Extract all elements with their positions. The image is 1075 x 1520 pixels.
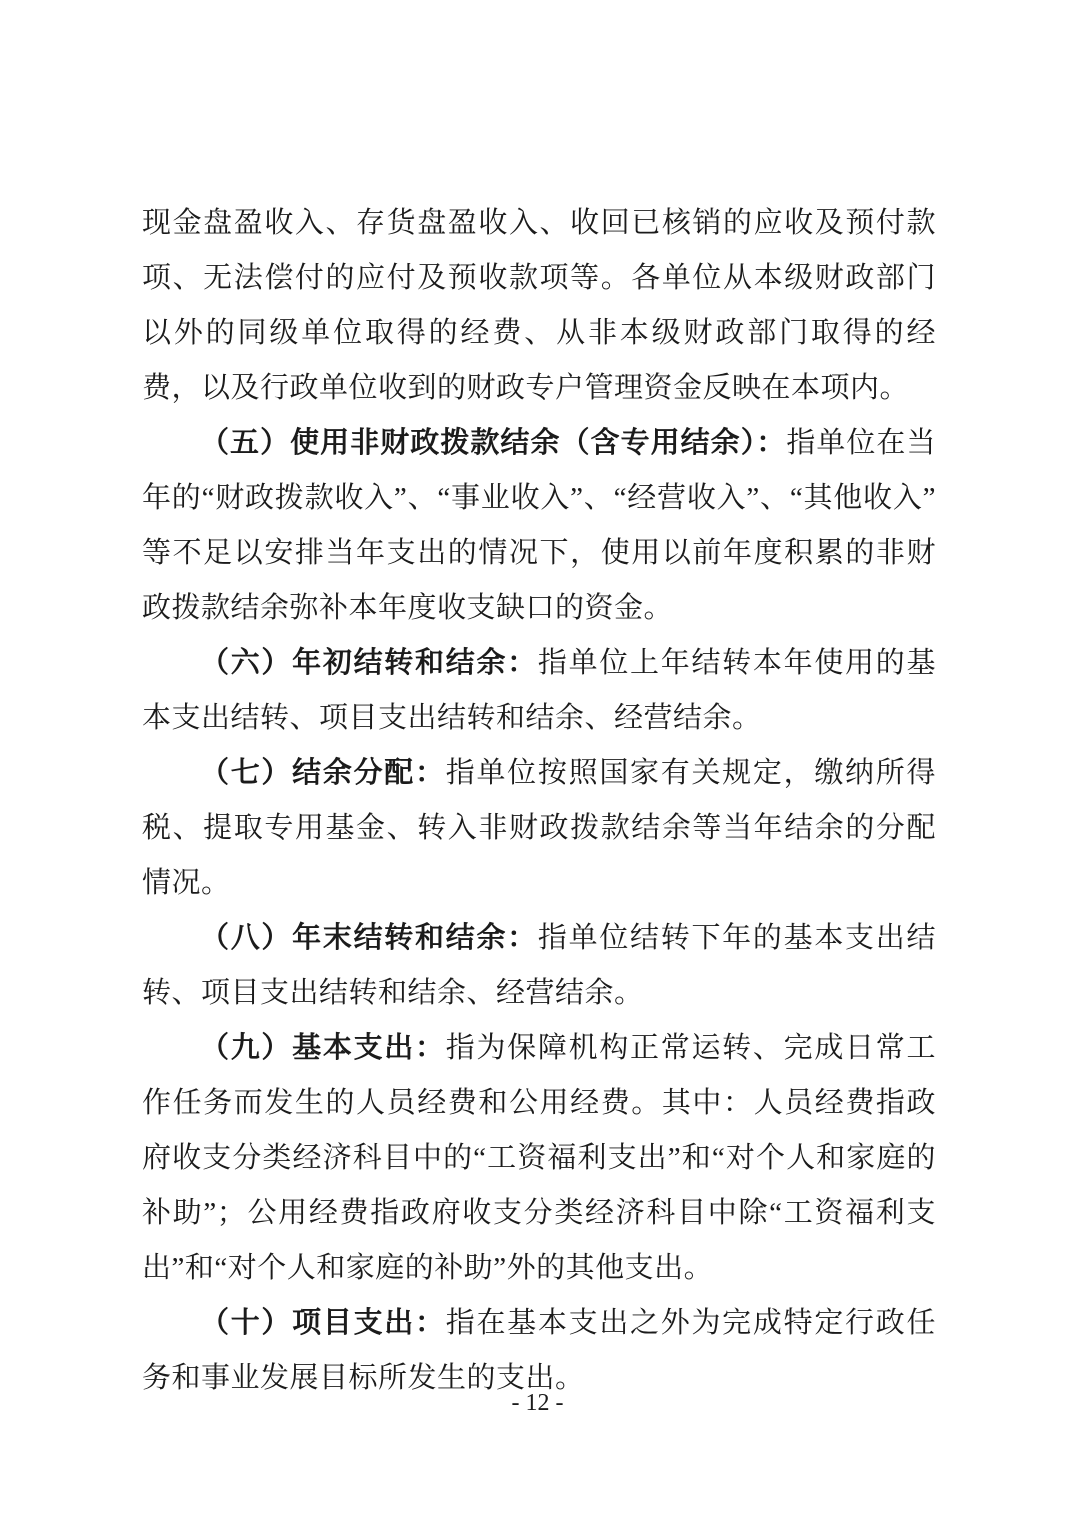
paragraph	[142, 746, 936, 911]
paragraph-text: 指单位按照国家有关规定，缴纳所得税、提取专用基金、转入非财政拨款结余等当年结余的分配情况。	[142, 757, 936, 899]
paragraph	[142, 911, 936, 1021]
paragraph	[142, 636, 936, 746]
paragraph	[142, 196, 936, 416]
paragraph-text: 指单位上年结转本年使用的基本支出结转、项目支出结转和结余、经营结余。	[142, 647, 936, 734]
paragraph-text: 指单位结转下年的基本支出结转、项目支出结转和结余、经营结余。	[142, 922, 936, 1009]
paragraph-text: 指单位在当年的“财政拨款收入”、“事业收入”、“经营收入”、“其他收入”等不足以安排当年支出的情况下，使用以前年度积累的非财政拨款结余弥补本年度收支缺口的资金。	[142, 427, 936, 624]
paragraph-heading: （五）使用非财政拨款结余（含专用结余）：	[200, 427, 787, 459]
paragraph-text: 指在基本支出之外为完成特定行政任务和事业发展目标所发生的支出。	[142, 1307, 936, 1394]
page-number: - 12 -	[511, 1390, 564, 1416]
paragraph-heading: （八）年末结转和结余：	[200, 922, 538, 954]
paragraph-text: 指为保障机构正常运转、完成日常工作任务而发生的人员经费和公用经费。其中：人员经费指政府收支分类经济科目中的“工资福利支出”和“对个人和家庭的补助”；公用经费指政府收支分类经济科目中除“工资福利支出”和“对个人和家庭的补助”外的其他支出。	[142, 1032, 936, 1284]
paragraph	[142, 416, 936, 636]
paragraph-text: 现金盘盈收入、存货盘盈收入、收回已核销的应收及预付款项、无法偿付的应付及预收款项等。各单位从本级财政部门以外的同级单位取得的经费、从非本级财政部门取得的经费，以及行政单位收到的财政专户管理资金反映在本项内。	[142, 207, 936, 404]
paragraph-heading: （六）年初结转和结余：	[200, 647, 538, 679]
paragraph	[142, 1021, 936, 1296]
paragraph-heading: （七）结余分配：	[200, 757, 446, 789]
paragraph-heading: （九）基本支出：	[200, 1032, 446, 1064]
document-body	[142, 196, 936, 1406]
paragraph-heading: （十）项目支出：	[200, 1307, 446, 1339]
